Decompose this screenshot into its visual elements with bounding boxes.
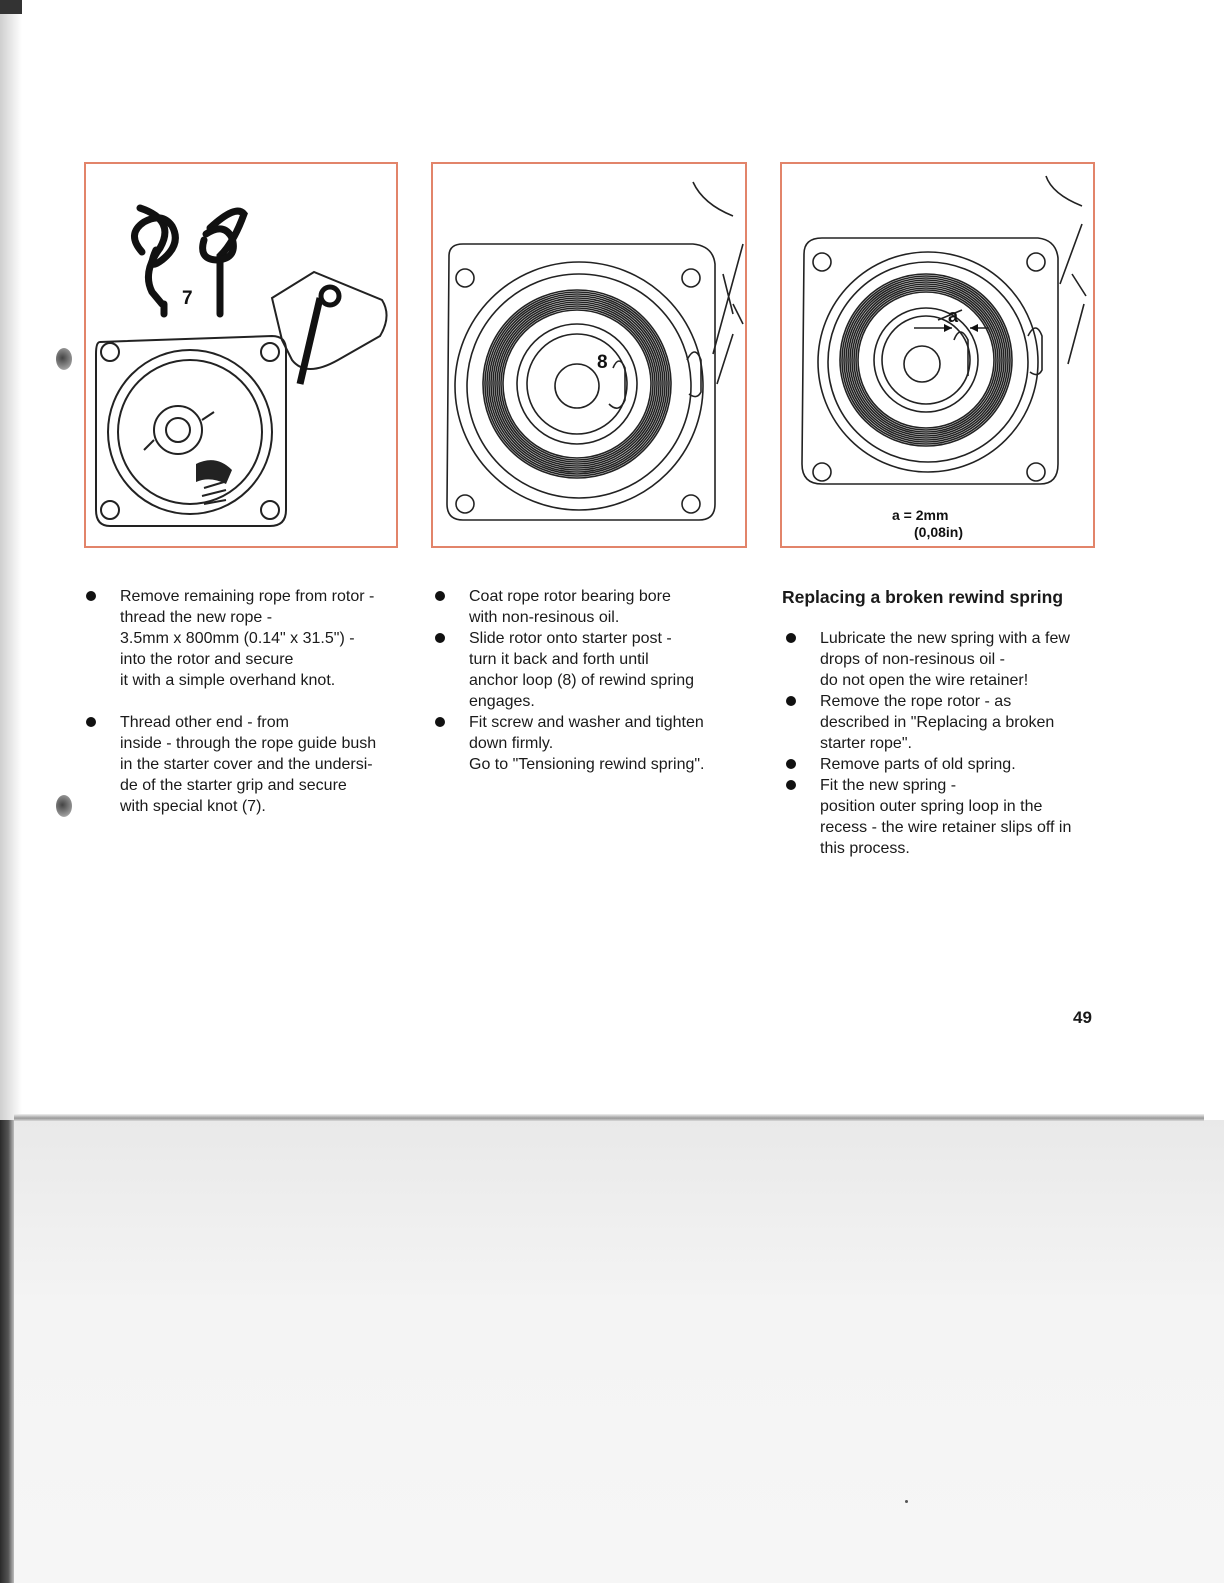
list-item — [820, 628, 1110, 691]
spring-gap-illustration — [782, 164, 1095, 548]
knot-label-7: 7 — [182, 288, 193, 309]
anchor-loop-label-8: 8 — [597, 352, 608, 373]
bullet-icon — [86, 717, 96, 727]
instruction-text: Lubricate the new spring with a few drops of non-resinous oil - do not open the wire retainer! — [820, 630, 1070, 689]
instructions-right — [782, 586, 1110, 859]
figure-rotor-anchor — [431, 162, 747, 548]
bullet-list-middle — [469, 586, 769, 775]
scan-top-mark — [0, 0, 22, 14]
instruction-text: Remove remaining rope from rotor - thread the new rope - 3.5mm x 800mm (0.14" x 31.5") - into the rotor and secure it with a simple overhand knot. — [120, 588, 375, 689]
list-item — [469, 628, 769, 712]
list-item — [120, 712, 420, 817]
scan-speck — [905, 1500, 908, 1503]
page-number: 49 — [1073, 1008, 1092, 1027]
page-edge — [14, 1114, 1204, 1121]
gap-caption-inches: (0,08in) — [914, 524, 964, 540]
instruction-text: Coat rope rotor bearing bore with non-resinous oil. — [469, 588, 671, 626]
bullet-list-left — [120, 586, 420, 817]
punch-hole-upper — [56, 348, 72, 370]
bullet-icon — [86, 591, 96, 601]
list-item — [820, 775, 1110, 859]
rewind-spring-illustration — [433, 164, 747, 548]
bullet-icon — [435, 633, 445, 643]
section-heading: Replacing a broken rewind spring — [782, 587, 1064, 607]
list-item — [469, 586, 769, 628]
bullet-icon — [786, 759, 796, 769]
bullet-icon — [435, 591, 445, 601]
gap-label-a: a — [948, 306, 959, 326]
next-page-background — [0, 1120, 1224, 1583]
bullet-icon — [786, 696, 796, 706]
list-item — [820, 754, 1110, 775]
instructions-left — [120, 586, 420, 817]
gap-caption-value: a = 2mm — [892, 507, 949, 523]
instructions-middle — [469, 586, 769, 775]
bullet-icon — [786, 780, 796, 790]
figure-rope-knot — [84, 162, 398, 548]
bullet-icon — [786, 633, 796, 643]
instruction-text: Thread other end - from inside - through the rope guide bush in the starter cover and the undersi- de of the starter grip and secure with special knot (7). — [120, 714, 377, 815]
binding-dark-edge — [0, 1120, 14, 1583]
instruction-text: Fit screw and washer and tighten down firmly. Go to "Tensioning rewind spring". — [469, 714, 705, 773]
list-item — [820, 691, 1110, 754]
instruction-text: Fit the new spring - position outer spring loop in the recess - the wire retainer slips off in this process. — [820, 777, 1072, 857]
instruction-text: Slide rotor onto starter post - turn it back and forth until anchor loop (8) of rewind spring engages. — [469, 630, 695, 710]
list-item — [469, 712, 769, 775]
list-item — [120, 586, 420, 691]
instruction-text: Remove parts of old spring. — [820, 756, 1016, 773]
punch-hole-lower — [56, 795, 72, 817]
rope-rotor-illustration — [86, 164, 398, 548]
bullet-list-right — [820, 628, 1110, 859]
instruction-text: Remove the rope rotor - as described in "Replacing a broken starter rope". — [820, 693, 1055, 752]
figure-spring-gap — [780, 162, 1095, 548]
bullet-icon — [435, 717, 445, 727]
